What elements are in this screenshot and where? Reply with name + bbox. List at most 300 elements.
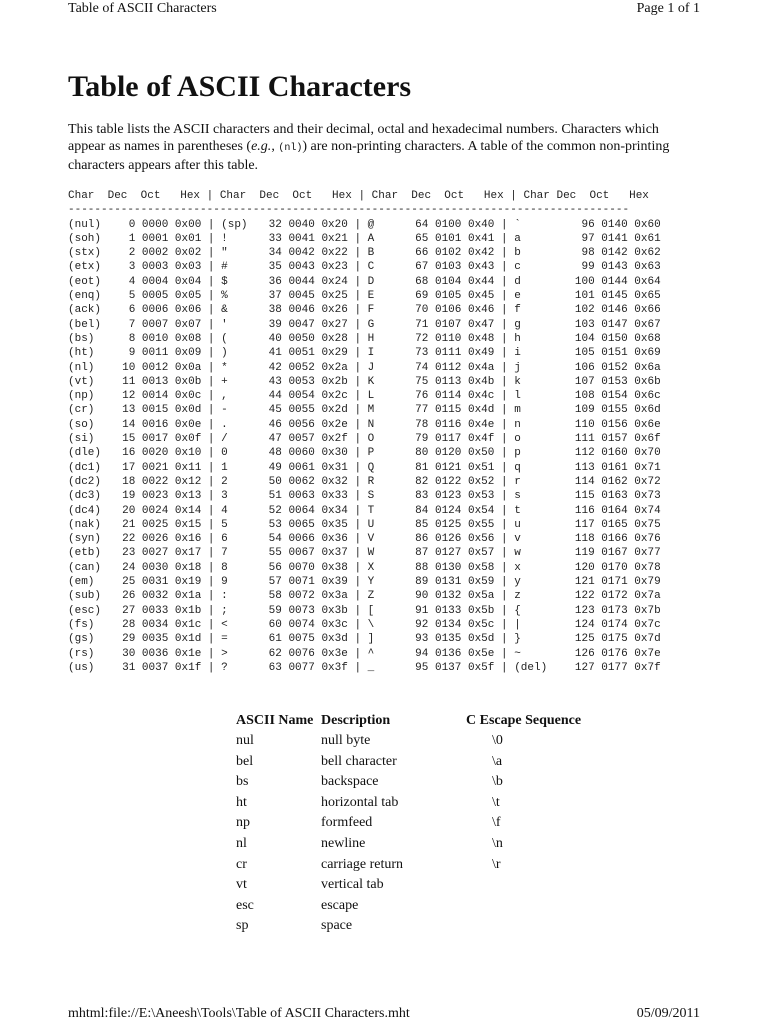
ascii-cell-oct: 0037	[141, 661, 169, 674]
ascii-cell-hex: 0x08	[174, 332, 202, 345]
intro-example-code: (nl)	[278, 143, 303, 154]
column-separator: |	[494, 304, 515, 317]
ascii-cell-dec: 126	[574, 647, 595, 660]
ascii-cell-oct: 0134	[434, 618, 462, 631]
column-separator: |	[347, 290, 368, 303]
ascii-cell-dec: 66	[415, 247, 429, 260]
column-separator: |	[494, 332, 515, 345]
ascii-cell-hex: 0x36	[321, 533, 348, 546]
ascii-cell-hex: 0x6e	[634, 418, 661, 431]
column-separator: |	[201, 647, 222, 660]
ascii-cell-char: )	[221, 347, 228, 360]
ascii-cell-dec: 83	[415, 490, 429, 503]
ascii-cell-dec: 38	[268, 304, 282, 317]
ascii-cell-oct: 0170	[601, 561, 628, 574]
column-separator: |	[494, 590, 515, 603]
ascii-cell-dec: 21	[122, 518, 136, 531]
column-separator: |	[347, 475, 368, 488]
column-separator: |	[347, 633, 368, 646]
ascii-cell-char: n	[514, 418, 521, 431]
column-separator: |	[347, 247, 368, 260]
column-separator: |	[494, 504, 515, 517]
ascii-cell-oct: 0120	[434, 447, 462, 460]
escape-cell-sequence: \t	[492, 794, 500, 810]
ascii-cell-char: L	[367, 390, 375, 403]
ascii-cell-dec: 127	[574, 661, 595, 674]
ascii-cell-oct: 0114	[434, 390, 462, 403]
ascii-cell-dec: 85	[415, 518, 429, 531]
ascii-row	[68, 446, 661, 460]
ascii-cell-hex: 0x03	[174, 261, 202, 274]
ascii-cell-oct: 0054	[288, 390, 315, 403]
column-separator: |	[201, 404, 222, 417]
ascii-row	[68, 489, 661, 503]
ascii-row	[68, 647, 661, 661]
ascii-cell-dec: 64	[415, 218, 429, 231]
ascii-cell-dec: 22	[122, 533, 136, 546]
ascii-cell-dec: 67	[415, 261, 429, 274]
ascii-cell-dec: 101	[574, 290, 595, 303]
ascii-cell-hex: 0x27	[321, 318, 348, 331]
ascii-cell-char: (soh)	[68, 232, 102, 245]
escape-cell-sequence: \b	[492, 774, 503, 790]
ascii-cell-hex: 0x61	[634, 232, 661, 245]
ascii-cell-char: (dc3)	[68, 490, 102, 503]
ascii-cell-oct: 0173	[601, 604, 628, 617]
ascii-cell-oct: 0006	[141, 304, 169, 317]
ascii-cell-dec: 114	[574, 475, 595, 488]
ascii-cell-dec: 73	[415, 347, 429, 360]
ascii-cell-oct: 0127	[434, 547, 462, 560]
ascii-cell-hex: 0x65	[634, 290, 661, 303]
ascii-cell-oct: 0076	[288, 647, 315, 660]
ascii-cell-oct: 0116	[434, 418, 462, 431]
column-separator: |	[494, 361, 515, 374]
ascii-cell-hex: 0x6a	[634, 361, 661, 374]
ascii-cell-dec: 62	[268, 647, 282, 660]
ascii-cell-oct: 0160	[601, 447, 628, 460]
ascii-cell-dec: 75	[415, 375, 429, 388]
ascii-cell-hex: 0x63	[634, 261, 661, 274]
ascii-cell-hex: 0x34	[321, 504, 348, 517]
ascii-cell-oct: 0052	[288, 361, 315, 374]
ascii-cell-oct: 0166	[601, 533, 628, 546]
column-separator: |	[347, 347, 368, 360]
ascii-cell-oct: 0040	[288, 218, 315, 231]
ascii-cell-hex: 0x14	[174, 504, 202, 517]
ascii-cell-hex: 0x24	[321, 275, 348, 288]
ascii-cell-hex: 0x59	[467, 576, 495, 589]
column-separator: |	[201, 361, 222, 374]
escape-cell-description: null byte	[321, 733, 371, 748]
ascii-cell-char: $	[221, 275, 228, 288]
column-separator: |	[494, 490, 515, 503]
ascii-cell-hex: 0x56	[467, 533, 495, 546]
ascii-cell-hex: 0x2d	[321, 404, 348, 417]
ascii-cell-dec: 20	[122, 504, 136, 517]
ascii-cell-oct: 0025	[141, 518, 169, 531]
ascii-cell-hex: 0x04	[174, 275, 202, 288]
footer-date: 05/09/2011	[636, 1006, 700, 1021]
column-separator: |	[347, 547, 368, 560]
ascii-cell-dec: 5	[128, 290, 136, 303]
ascii-cell-oct: 0023	[141, 490, 169, 503]
column-separator: |	[347, 461, 368, 474]
ascii-cell-dec: 55	[268, 547, 282, 560]
ascii-cell-dec: 17	[122, 461, 136, 474]
ascii-cell-hex: 0x3b	[321, 604, 348, 617]
ascii-cell-oct: 0012	[141, 361, 169, 374]
column-separator: |	[347, 404, 368, 417]
ascii-cell-dec: 104	[574, 332, 595, 345]
ascii-cell-hex: 0x58	[467, 561, 495, 574]
ascii-cell-oct: 0167	[601, 547, 628, 560]
ascii-cell-oct: 0051	[288, 347, 315, 360]
ascii-cell-oct: 0123	[434, 490, 462, 503]
column-separator: |	[201, 475, 222, 488]
ascii-cell-char: (dc4)	[68, 504, 102, 517]
column-separator: |	[201, 561, 222, 574]
ascii-row	[68, 618, 661, 632]
ascii-cell-dec: 40	[268, 332, 282, 345]
ascii-cell-hex: 0x54	[467, 504, 495, 517]
escape-table-row	[236, 918, 581, 939]
ascii-cell-dec: 102	[574, 304, 595, 317]
ascii-cell-oct: 0144	[601, 275, 628, 288]
column-separator: |	[347, 318, 368, 331]
ascii-cell-hex: 0x6f	[634, 433, 661, 446]
ascii-cell-hex: 0x49	[467, 347, 495, 360]
escape-table-row	[236, 815, 581, 836]
ascii-cell-char: (bel)	[68, 318, 102, 331]
ascii-cell-hex: 0x3e	[321, 647, 348, 660]
column-separator: |	[494, 604, 515, 617]
ascii-cell-oct: 0153	[601, 375, 628, 388]
ascii-cell-hex: 0x69	[634, 347, 661, 360]
ascii-cell-hex: 0x7a	[634, 590, 661, 603]
ascii-cell-dec: 65	[415, 232, 429, 245]
ascii-cell-oct: 0071	[288, 576, 315, 589]
ascii-cell-dec: 57	[268, 576, 282, 589]
ascii-cell-oct: 0061	[288, 461, 315, 474]
ascii-cell-dec: 47	[268, 433, 282, 446]
ascii-cell-oct: 0027	[141, 547, 169, 560]
ascii-cell-char: =	[221, 633, 228, 646]
ascii-cell-hex: 0x6c	[634, 390, 661, 403]
escape-cell-description: vertical tab	[321, 877, 384, 893]
escape-cell-sequence: \r	[492, 856, 501, 872]
ascii-cell-dec: 33	[268, 232, 282, 245]
ascii-row	[68, 218, 661, 232]
ascii-cell-oct: 0045	[288, 290, 315, 303]
ascii-cell-dec: 39	[268, 318, 282, 331]
ascii-cell-char: _	[367, 661, 375, 674]
ascii-cell-oct: 0152	[601, 361, 628, 374]
ascii-cell-dec: 11	[122, 375, 136, 388]
ascii-cell-oct: 0001	[141, 232, 169, 245]
ascii-cell-dec: 2	[128, 247, 136, 260]
ascii-cell-hex: 0x68	[634, 332, 661, 345]
ascii-cell-char: Q	[367, 461, 375, 474]
ascii-cell-char: 0	[221, 447, 228, 460]
column-separator: |	[347, 447, 368, 460]
ascii-cell-oct: 0021	[141, 461, 169, 474]
intro-paragraph	[68, 121, 698, 174]
ascii-cell-char: (ht)	[68, 347, 95, 360]
column-separator: |	[347, 533, 368, 546]
ascii-cell-hex: 0x4a	[467, 361, 495, 374]
escape-cell-name: np	[236, 815, 250, 831]
ascii-cell-hex: 0x0b	[174, 375, 202, 388]
column-separator: |	[347, 518, 368, 531]
ascii-cell-oct: 0147	[601, 318, 628, 331]
ascii-cell-dec: 23	[122, 547, 136, 560]
ascii-cell-dec: 0	[128, 218, 136, 231]
ascii-cell-oct: 0143	[601, 261, 628, 274]
ascii-cell-char: R	[367, 475, 375, 488]
ascii-cell-dec: 77	[415, 404, 429, 417]
ascii-cell-dec: 44	[268, 390, 282, 403]
ascii-cell-dec: 78	[415, 418, 429, 431]
ascii-cell-dec: 96	[581, 218, 595, 231]
ascii-cell-hex: 0x0d	[174, 404, 202, 417]
ascii-cell-char: d	[514, 275, 521, 288]
ascii-cell-char: s	[514, 490, 521, 503]
ascii-cell-oct: 0030	[141, 561, 169, 574]
ascii-cell-dec: 100	[574, 275, 595, 288]
ascii-cell-char: (esc)	[68, 604, 102, 617]
ascii-cell-hex: 0x46	[467, 304, 495, 317]
ascii-cell-oct: 0047	[288, 318, 315, 331]
ascii-cell-char: G	[367, 318, 375, 331]
ascii-cell-oct: 0100	[434, 218, 462, 231]
ascii-cell-oct: 0065	[288, 518, 315, 531]
ascii-cell-char: @	[367, 218, 375, 231]
ascii-cell-dec: 122	[574, 590, 595, 603]
ascii-cell-char: I	[367, 347, 375, 360]
ascii-cell-oct: 0042	[288, 247, 315, 260]
ascii-cell-char: *	[221, 361, 228, 374]
escape-table-row	[236, 898, 581, 919]
ascii-cell-char: 3	[221, 490, 228, 503]
ascii-cell-oct: 0041	[288, 232, 315, 245]
escape-table-row	[236, 754, 581, 775]
ascii-cell-oct: 0060	[288, 447, 315, 460]
ascii-cell-hex: 0x1a	[174, 590, 202, 603]
ascii-cell-oct: 0172	[601, 590, 628, 603]
ascii-cell-oct: 0142	[601, 247, 628, 260]
escape-cell-name: bel	[236, 753, 254, 769]
column-separator: |	[347, 304, 368, 317]
ascii-cell-oct: 0125	[434, 518, 462, 531]
ascii-cell-char: (etx)	[68, 261, 102, 274]
ascii-cell-dec: 7	[128, 318, 136, 331]
ascii-cell-oct: 0066	[288, 533, 315, 546]
ascii-cell-dec: 58	[268, 590, 282, 603]
ascii-cell-dec: 59	[268, 604, 282, 617]
ascii-cell-oct: 0016	[141, 418, 169, 431]
column-separator: |	[201, 618, 222, 631]
column-separator: |	[494, 390, 515, 403]
column-separator: |	[347, 433, 368, 446]
ascii-cell-hex: 0x3d	[321, 633, 348, 646]
ascii-cell-dec: 107	[574, 375, 595, 388]
ascii-cell-dec: 69	[415, 290, 429, 303]
ascii-cell-hex: 0x30	[321, 447, 348, 460]
ascii-cell-char: >	[221, 647, 228, 660]
ascii-cell-hex: 0x17	[174, 547, 202, 560]
ascii-cell-oct: 0164	[601, 504, 628, 517]
ascii-cell-char: p	[514, 447, 521, 460]
ascii-cell-hex: 0x40	[467, 218, 495, 231]
ascii-row	[68, 518, 661, 532]
ascii-cell-char: {	[514, 604, 521, 617]
column-separator: |	[494, 218, 515, 231]
ascii-cell-oct: 0106	[434, 304, 462, 317]
intro-text-3: ) are non-printing characters. A table of the common non-printing characters appears after this table.	[68, 139, 670, 173]
escape-cell-sequence: \f	[492, 815, 501, 831]
ascii-cell-dec: 6	[128, 304, 136, 317]
ascii-row	[68, 418, 661, 432]
ascii-cell-char: O	[367, 433, 375, 446]
ascii-cell-dec: 25	[122, 576, 136, 589]
ascii-cell-char: B	[367, 247, 375, 260]
ascii-cell-char: g	[514, 318, 521, 331]
ascii-cell-char: m	[514, 404, 521, 417]
ascii-cell-char: f	[514, 304, 521, 317]
ascii-cell-char: V	[367, 533, 375, 546]
ascii-cell-oct: 0077	[288, 661, 315, 674]
ascii-cell-oct: 0111	[434, 347, 462, 360]
ascii-cell-oct: 0062	[288, 475, 315, 488]
escape-cell-description: newline	[321, 835, 366, 851]
ascii-cell-dec: 50	[268, 475, 282, 488]
ascii-cell-oct: 0034	[141, 618, 169, 631]
ascii-cell-char: P	[367, 447, 375, 460]
ascii-cell-hex: 0x15	[174, 518, 202, 531]
column-separator: |	[494, 576, 515, 589]
escape-cell-name: vt	[236, 877, 247, 893]
column-separator: |	[494, 461, 515, 474]
ascii-cell-char: (dc1)	[68, 461, 102, 474]
ascii-cell-hex: 0x41	[467, 232, 495, 245]
ascii-cell-hex: 0x06	[174, 304, 202, 317]
ascii-cell-hex: 0x20	[321, 218, 348, 231]
ascii-cell-oct: 0151	[601, 347, 628, 360]
ascii-cell-oct: 0105	[434, 290, 462, 303]
ascii-cell-dec: 72	[415, 332, 429, 345]
ascii-cell-hex: 0x79	[634, 576, 661, 589]
ascii-cell-hex: 0x3a	[321, 590, 348, 603]
intro-text-1: This table lists the ASCII characters and their decimal, octal and hexadecimal numbers. Characters which appear as names in parentheses (	[68, 122, 659, 154]
ascii-cell-dec: 30	[122, 647, 136, 660]
ascii-cell-dec: 41	[268, 347, 282, 360]
ascii-cell-oct: 0075	[288, 633, 315, 646]
ascii-cell-oct: 0174	[601, 618, 628, 631]
ascii-cell-oct: 0155	[601, 404, 628, 417]
ascii-cell-char: (enq)	[68, 290, 102, 303]
ascii-cell-oct: 0104	[434, 275, 462, 288]
escape-cell-description: horizontal tab	[321, 794, 399, 810]
ascii-cell-char: h	[514, 332, 521, 345]
ascii-cell-hex: 0x00	[174, 218, 202, 231]
ascii-cell-dec: 24	[122, 561, 136, 574]
ascii-cell-dec: 28	[122, 618, 136, 631]
ascii-cell-oct: 0035	[141, 633, 169, 646]
ascii-cell-dec: 99	[581, 261, 595, 274]
column-separator: |	[494, 418, 515, 431]
ascii-cell-char: J	[367, 361, 375, 374]
ascii-cell-oct: 0163	[601, 490, 628, 503]
column-separator: |	[201, 218, 222, 231]
ascii-cell-hex: 0x4e	[467, 418, 495, 431]
ascii-cell-hex: 0x66	[634, 304, 661, 317]
escape-header-sequence: C Escape Sequence	[466, 713, 582, 728]
ascii-cell-oct: 0121	[434, 461, 462, 474]
escape-cell-sequence: \a	[492, 753, 503, 769]
ascii-cell-hex: 0x76	[634, 533, 661, 546]
ascii-cell-char: C	[367, 261, 375, 274]
ascii-cell-char: a	[514, 232, 521, 245]
ascii-cell-oct: 0056	[288, 418, 315, 431]
ascii-cell-hex: 0x74	[634, 504, 661, 517]
ascii-cell-dec: 120	[574, 561, 595, 574]
ascii-cell-dec: 43	[268, 375, 282, 388]
page-number: Page 1 of 1	[636, 1, 700, 16]
escape-table-row	[236, 857, 581, 878]
column-separator: |	[201, 304, 222, 317]
ascii-cell-oct: 0000	[141, 218, 169, 231]
ascii-table	[68, 189, 661, 675]
ascii-cell-hex: 0x73	[634, 490, 661, 503]
ascii-cell-hex: 0x37	[321, 547, 348, 560]
ascii-cell-char: t	[514, 504, 521, 517]
ascii-cell-char: (syn)	[68, 533, 102, 546]
column-separator: |	[201, 504, 222, 517]
ascii-cell-hex: 0x0e	[174, 418, 202, 431]
ascii-cell-dec: 111	[574, 433, 595, 446]
ascii-cell-hex: 0x22	[321, 247, 348, 260]
ascii-cell-oct: 0112	[434, 361, 462, 374]
ascii-cell-hex: 0x1d	[174, 633, 202, 646]
ascii-cell-dec: 80	[415, 447, 429, 460]
ascii-cell-oct: 0171	[601, 576, 628, 589]
column-separator: |	[494, 618, 515, 631]
ascii-cell-dec: 26	[122, 590, 136, 603]
ascii-cell-dec: 82	[415, 475, 429, 488]
ascii-cell-char: (dc2)	[68, 475, 102, 488]
ascii-table-separator: -------------------------------------------------------------------------------------	[68, 204, 630, 217]
column-separator: |	[201, 533, 222, 546]
ascii-cell-oct: 0026	[141, 533, 169, 546]
column-separator: |	[201, 518, 222, 531]
ascii-cell-oct: 0067	[288, 547, 315, 560]
ascii-cell-dec: 34	[268, 247, 282, 260]
escape-cell-name: cr	[236, 856, 247, 872]
ascii-cell-oct: 0014	[141, 390, 169, 403]
ascii-cell-hex: 0x32	[321, 475, 348, 488]
ascii-cell-char: (nul)	[68, 218, 102, 231]
ascii-cell-hex: 0x3f	[321, 661, 348, 674]
column-separator: |	[347, 418, 368, 431]
ascii-cell-char: (nl)	[68, 361, 95, 374]
ascii-cell-oct: 0072	[288, 590, 315, 603]
ascii-cell-char: ;	[221, 604, 228, 617]
ascii-cell-dec: 68	[415, 275, 429, 288]
ascii-cell-char: F	[367, 304, 375, 317]
ascii-cell-oct: 0177	[601, 661, 628, 674]
ascii-cell-hex: 0x02	[174, 247, 202, 260]
